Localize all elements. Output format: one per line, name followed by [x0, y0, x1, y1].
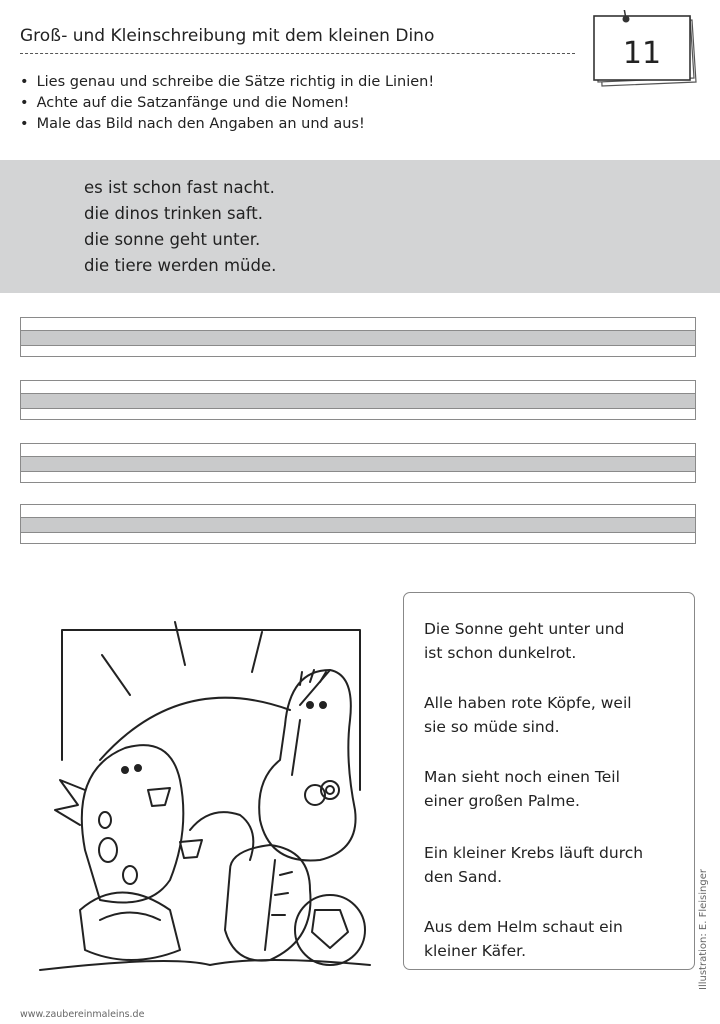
description-line: Aus dem Helm schaut ein [424, 918, 623, 936]
sentence: die sonne geht unter. [84, 230, 261, 249]
writing-line[interactable] [20, 504, 696, 544]
description-line: Ein kleiner Krebs läuft durch [424, 844, 644, 862]
footer-url[interactable]: www.zaubereinmaleins.de [20, 1009, 145, 1020]
illustration-credit: Illustration: E. Fleisinger [698, 869, 709, 990]
writing-line[interactable] [20, 443, 696, 483]
writing-line[interactable] [20, 380, 696, 420]
sentence: es ist schon fast nacht. [84, 178, 275, 197]
description-paragraph [424, 617, 684, 665]
description-paragraph [424, 691, 684, 739]
description-line: einer großen Palme. [424, 792, 580, 810]
description-line: den Sand. [424, 868, 503, 886]
instruction-item: • Lies genau und schreibe die Sätze richtig in die Linien! [20, 72, 434, 93]
description-line: Alle haben rote Köpfe, weil [424, 694, 632, 712]
description-paragraph [424, 841, 684, 889]
instruction-item: • Achte auf die Satzanfänge und die Nomen! [20, 93, 434, 114]
page-title: Groß- und Kleinschreibung mit dem kleinen Dino [20, 26, 435, 46]
description-line: sie so müde sind. [424, 718, 560, 736]
instruction-item: • Male das Bild nach den Angaben an und aus! [20, 114, 434, 135]
description-paragraph [424, 915, 684, 963]
description-line: kleiner Käfer. [424, 942, 527, 960]
description-line: Man sieht noch einen Teil [424, 768, 620, 786]
description-line: ist schon dunkelrot. [424, 644, 577, 662]
sentence-list [84, 175, 276, 279]
page-number-badge [588, 10, 706, 90]
sentence: die tiere werden müde. [84, 256, 277, 275]
description-line: Die Sonne geht unter und [424, 620, 625, 638]
description-box [403, 592, 695, 970]
writing-line[interactable] [20, 317, 696, 357]
sentence-box [0, 160, 720, 293]
header-divider [20, 53, 575, 54]
instruction-list [20, 72, 434, 135]
page-number: 11 [622, 36, 662, 71]
dino-coloring-illustration[interactable] [30, 610, 390, 990]
description-paragraph [424, 765, 684, 813]
sentence: die dinos trinken saft. [84, 204, 263, 223]
